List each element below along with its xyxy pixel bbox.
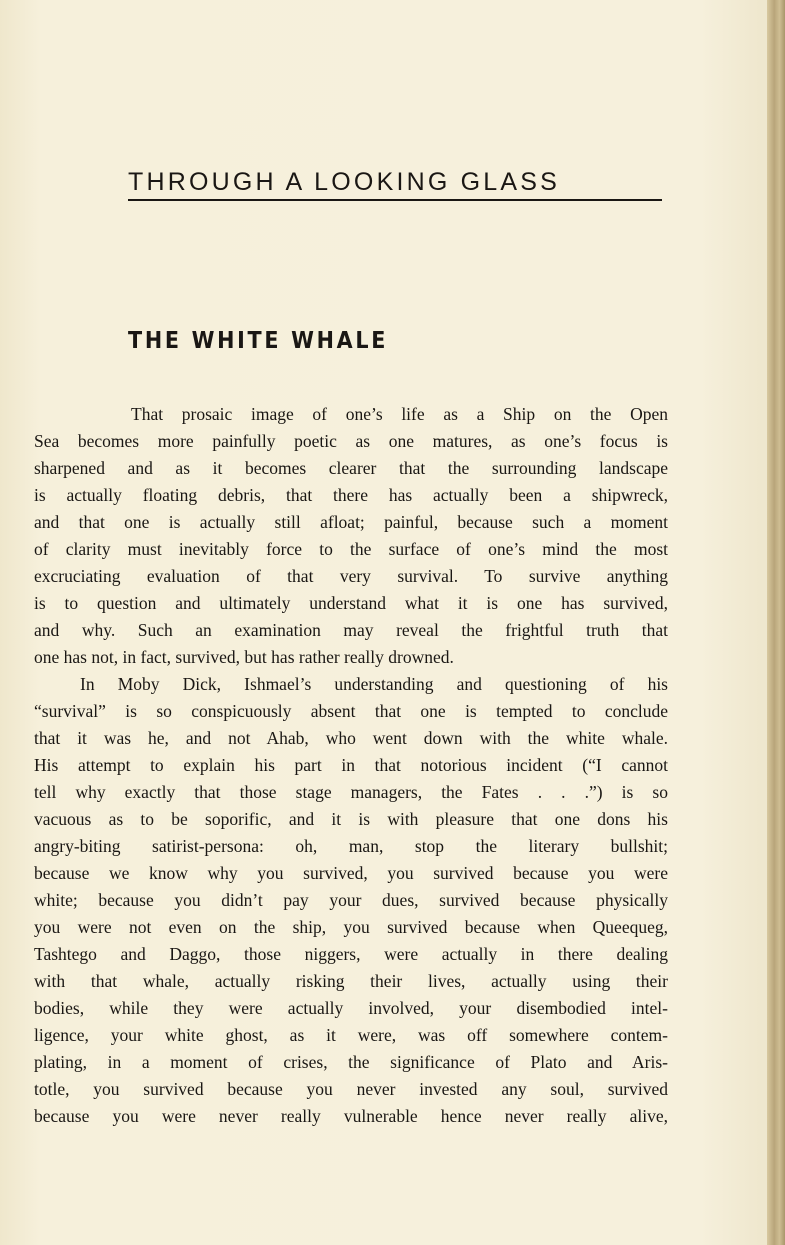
text-line: because you were never really vulnerable hence never really alive, bbox=[34, 1106, 668, 1126]
text-line: “survival” is so conspicuously absent that one is tempted to conclude bbox=[34, 701, 668, 721]
text-line: ligence, your white ghost, as it were, was off somewhere contem- bbox=[34, 1025, 668, 1045]
text-line: sharpened and as it becomes clearer that the surrounding landscape bbox=[34, 458, 668, 478]
text-line: That prosaic image of one’s life as a Ship on the Open bbox=[131, 404, 668, 424]
text-line: Tashtego and Daggo, those niggers, were actually in there dealing bbox=[34, 944, 668, 964]
text-line: that it was he, and not Ahab, who went down with the white whale. bbox=[34, 728, 668, 748]
text-line: excruciating evaluation of that very survival. To survive anything bbox=[34, 566, 668, 586]
text-line: because we know why you survived, you survived because you were bbox=[34, 863, 668, 883]
text-line: is to question and ultimately understand what it is one has survived, bbox=[34, 593, 668, 613]
text-line: angry-biting satirist-persona: oh, man, stop the literary bullshit; bbox=[34, 836, 668, 856]
text-line: bodies, while they were actually involved, your disembodied intel- bbox=[34, 998, 668, 1018]
text-line: totle, you survived because you never invested any soul, survived bbox=[34, 1079, 668, 1099]
text-line: you were not even on the ship, you survived because when Queequeg, bbox=[34, 917, 668, 937]
text-line: In Moby Dick, Ishmael’s understanding and questioning of his bbox=[80, 674, 668, 694]
body-text bbox=[34, 401, 668, 1130]
chapter-title: THE WHITE WHALE bbox=[128, 328, 389, 354]
text-line: vacuous as to be soporific, and it is with pleasure that one dons his bbox=[34, 809, 668, 829]
text-line: one has not, in fact, survived, but has rather really drowned. bbox=[34, 647, 454, 667]
text-line: tell why exactly that those stage managers, the Fates . . .”) is so bbox=[34, 782, 668, 802]
text-line: of clarity must inevitably force to the surface of one’s mind the most bbox=[34, 539, 668, 559]
text-line: His attempt to explain his part in that notorious incident (“I cannot bbox=[34, 755, 668, 775]
page-edge bbox=[767, 0, 785, 1245]
text-line: is actually floating debris, that there has actually been a shipwreck, bbox=[34, 485, 668, 505]
running-head: THROUGH A LOOKING GLASS bbox=[128, 168, 662, 201]
text-line: with that whale, actually risking their lives, actually using their bbox=[34, 971, 668, 991]
text-line: white; because you didn’t pay your dues, survived because physically bbox=[34, 890, 668, 910]
text-line: and why. Such an examination may reveal the frightful truth that bbox=[34, 620, 668, 640]
text-line: and that one is actually still afloat; painful, because such a moment bbox=[34, 512, 668, 532]
text-line: Sea becomes more painfully poetic as one matures, as one’s focus is bbox=[34, 431, 668, 451]
text-line: plating, in a moment of crises, the significance of Plato and Aris- bbox=[34, 1052, 668, 1072]
